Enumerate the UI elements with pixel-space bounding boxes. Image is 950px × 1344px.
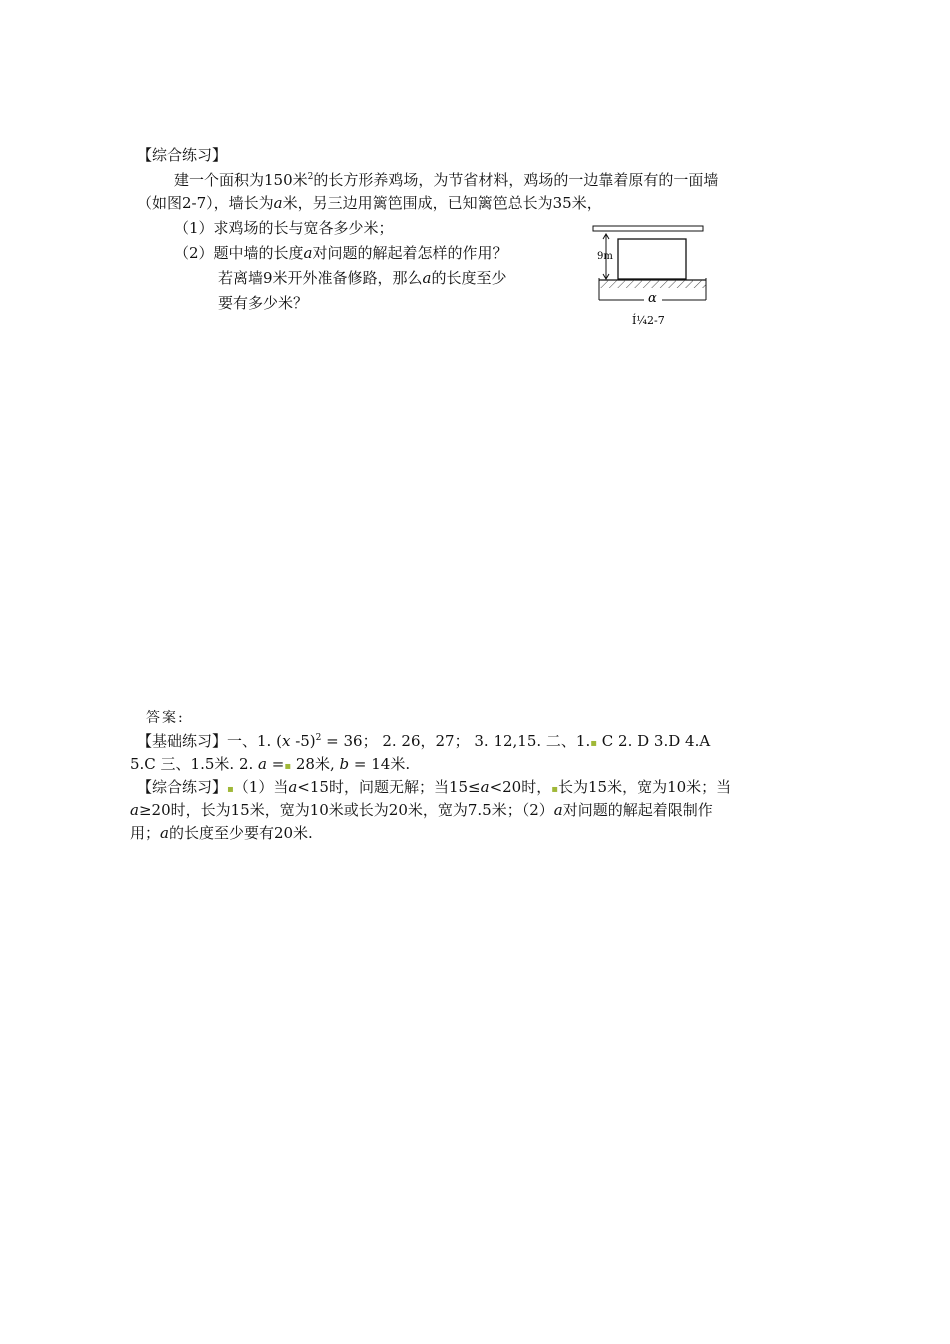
- wall-hatching: [599, 280, 706, 288]
- answers-comprehensive-line3: 用；a的长度至少要有20米.: [130, 824, 313, 842]
- marker-icon: ▪: [284, 761, 292, 772]
- question-2-line2: 若离墙9米开外准备修路，那么a的长度至少: [218, 269, 507, 287]
- question-1: （1）求鸡场的长与宽各多少米；: [174, 219, 394, 237]
- marker-icon: ▪: [551, 784, 558, 795]
- answers-comprehensive-line2: a≥20时，长为15米，宽为10米或长为20米，宽为7.5米；（2）a对问题的解起着限制作: [130, 801, 713, 819]
- marker-icon: ▪: [227, 784, 234, 795]
- marker-icon: ▪: [590, 738, 598, 749]
- answers-basic-line1: 【基础练习】一、1. (x -5)$^2$ = 36； 2. 26，27； 3. 12,15. 二、1.▪ C 2. D 3.D 4.A: [137, 732, 711, 750]
- exercise-paragraph-line1: 建一个面积为150米$^2$的长方形养鸡场，为节省材料，鸡场的一边靠着原有的一面墙: [174, 171, 719, 189]
- question-2-line1: （2）题中墙的长度a对问题的解起着怎样的作用？: [174, 244, 508, 262]
- figure-caption: Í¼2-7: [632, 314, 665, 327]
- coop-rectangle: [618, 239, 686, 279]
- question-2-line3: 要有多少米？: [218, 294, 309, 312]
- answers-basic-line2: 5.C 三、1.5米. 2. a =▪ 28米, b = 14米.: [130, 755, 411, 773]
- answers-comprehensive-line1: 【综合练习】▪（1）当a<15时，问题无解；当15≤a<20时，▪长为15米，宽为10米；当: [137, 778, 732, 796]
- height-label: 9m: [597, 251, 613, 262]
- road-strip: [593, 226, 703, 231]
- exercise-paragraph-line2: （如图2-7），墙长为a米，另三边用篱笆围成，已知篱笆总长为35米，: [137, 194, 602, 212]
- answers-title: 答案:: [146, 710, 185, 726]
- width-label: α: [648, 291, 657, 306]
- exercise-heading: 【综合练习】: [137, 146, 228, 164]
- figure-2-7: [590, 222, 720, 332]
